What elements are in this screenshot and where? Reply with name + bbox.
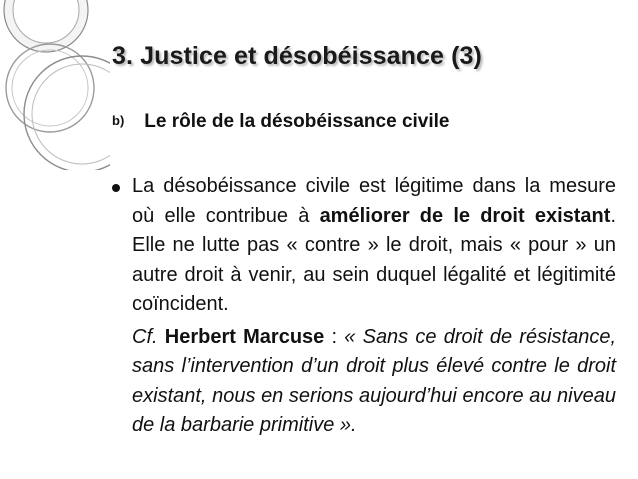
subtitle-text: Le rôle de la désobéissance civile [144,111,450,132]
paragraph-emphasis: améliorer de le droit existant [319,204,611,227]
citation-paragraph [132,323,616,441]
subtitle-letter: b) [112,113,125,128]
body-text [132,172,616,441]
section-subtitle [112,111,450,133]
citation-quote: « Sans ce droit de résistance, sans l’intervention d’un droit plus élevé contre le droit existant, nous en serions aujourd’hui encore au niveau de la barbarie primitive ». [132,325,617,436]
citation-cf: Cf. [132,325,158,348]
citation-author: Herbert Marcuse [164,325,325,348]
paragraph-part-2: . Elle ne lutte pas « contre » le droit, mais « pour » un autre droit à venir, au sein duquel légalité et légitimité coïncident. [132,204,616,315]
slide-title: 3. Justice et désobéissance (3) [112,42,482,70]
bullet-icon [112,184,120,192]
bottom-ring-icon [24,56,110,170]
citation-separator: : [324,325,345,348]
paragraph-part-1: La désobéissance civile est légitime dans la mesure où elle contribue à [132,175,616,227]
middle-ring-icon [6,44,94,132]
decorative-rings [0,0,110,170]
main-paragraph [132,172,616,320]
